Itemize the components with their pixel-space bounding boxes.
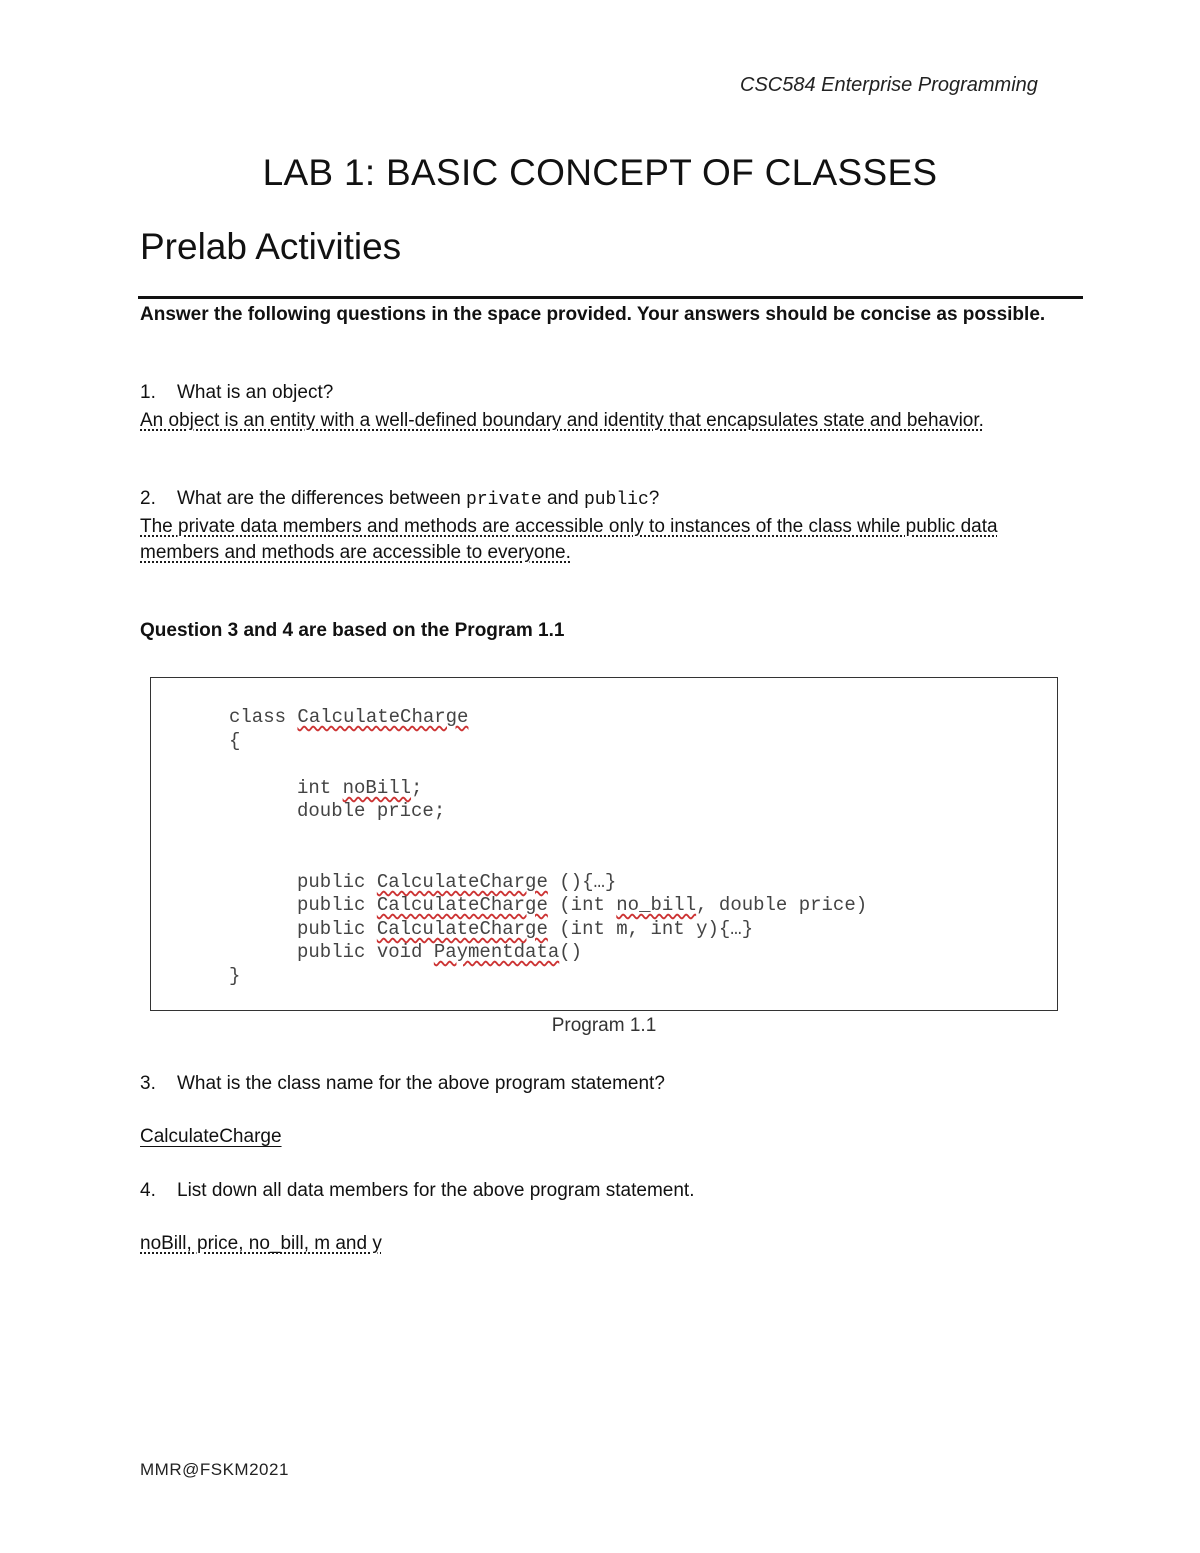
answer-3: CalculateCharge (140, 1126, 282, 1147)
question-text: and (541, 488, 584, 509)
instructions: Answer the following questions in the space provided. Your answers should be concise as possible. (140, 304, 1046, 325)
question-3 (140, 1071, 665, 1097)
code-line: public CalculateCharge (){…} (297, 871, 617, 893)
question-text: ? (648, 488, 660, 509)
code-line: public void Paymentdata() (297, 941, 583, 963)
question-number: 4. (140, 1180, 156, 1201)
code-line: int noBill; (297, 777, 423, 799)
code-class-name: CalculateCharge (297, 706, 469, 728)
code-line: class CalculateCharge (229, 706, 469, 728)
answer-2: The private data members and methods are accessible only to instances of the class while public data members and methods are accessible to everyone. (140, 516, 998, 563)
question-text: What is the class name for the above program statement? (177, 1073, 665, 1094)
horizontal-rule (138, 296, 1083, 299)
answer-1: An object is an entity with a well-defined boundary and identity that encapsulates state and behavior. (140, 410, 984, 431)
question-4 (140, 1178, 694, 1204)
code-box (150, 677, 1058, 1011)
question-text: What is an object? (177, 382, 334, 403)
question-text: What are the differences between (177, 488, 467, 509)
code-identifier: CalculateCharge (376, 918, 548, 940)
program-caption: Program 1.1 (551, 1015, 657, 1036)
question-text: List down all data members for the above program statement. (177, 1180, 695, 1201)
code-line: { (229, 730, 241, 752)
code-identifier: CalculateCharge (376, 871, 548, 893)
code-line: public CalculateCharge (int m, int y){…} (297, 918, 754, 940)
code-keyword-private: private (466, 490, 542, 510)
code-line: public CalculateCharge (int no_bill, double price) (297, 894, 868, 916)
question-number: 3. (140, 1073, 156, 1094)
program-intro: Question 3 and 4 are based on the Program 1.1 (140, 620, 565, 641)
answer-4: noBill, price, no_bill, m and y (140, 1233, 382, 1254)
code-identifier: CalculateCharge (376, 894, 548, 916)
lab-title: LAB 1: BASIC CONCEPT OF CLASSES (262, 152, 938, 193)
question-1 (140, 380, 333, 406)
section-title: Prelab Activities (140, 226, 402, 267)
code-identifier: noBill (342, 777, 412, 799)
code-identifier: Paymentdata (433, 941, 560, 963)
code-line: double price; (297, 800, 446, 822)
question-number: 2. (140, 488, 156, 509)
code-keyword-public: public (583, 490, 649, 510)
code-identifier: no_bill (616, 894, 697, 916)
question-2 (140, 486, 659, 513)
footer: MMR@FSKM2021 (140, 1460, 289, 1479)
code-line: } (229, 965, 241, 987)
question-number: 1. (140, 382, 156, 403)
course-header: CSC584 Enterprise Programming (740, 74, 1038, 96)
